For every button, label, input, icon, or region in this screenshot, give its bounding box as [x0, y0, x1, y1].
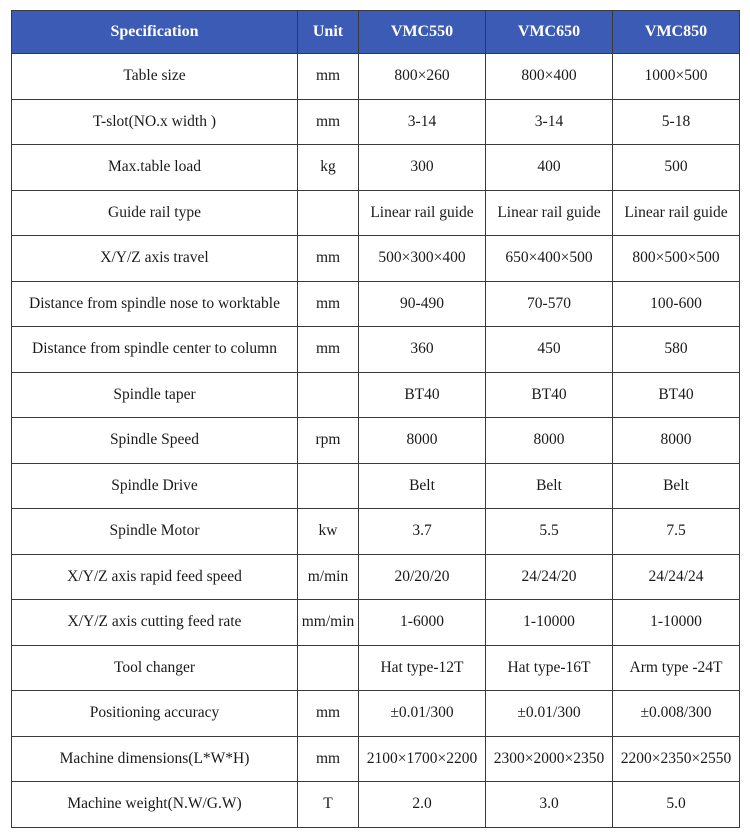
spec-cell: T-slot(NO.x width ) [12, 99, 298, 145]
value-cell-vmc550: ±0.01/300 [359, 691, 486, 737]
value-cell-vmc850: 5.0 [613, 782, 740, 828]
table-row [12, 463, 740, 509]
value-cell-vmc650: 5.5 [486, 509, 613, 555]
value-cell-vmc850: 500 [613, 145, 740, 191]
value-cell-vmc550: 1-6000 [359, 600, 486, 646]
value-cell-vmc550: 300 [359, 145, 486, 191]
value-cell-vmc550: 8000 [359, 418, 486, 464]
table-row [12, 600, 740, 646]
table-row [12, 782, 740, 828]
value-cell-vmc650: 450 [486, 327, 613, 373]
value-cell-vmc650: 800×400 [486, 54, 613, 100]
value-cell-vmc550: 360 [359, 327, 486, 373]
spec-cell: Distance from spindle center to column [12, 327, 298, 373]
value-cell-vmc550: BT40 [359, 372, 486, 418]
value-cell-vmc650: Hat type-16T [486, 645, 613, 691]
value-cell-vmc850: 8000 [613, 418, 740, 464]
value-cell-vmc650: Belt [486, 463, 613, 509]
value-cell-vmc650: 3.0 [486, 782, 613, 828]
spec-cell: X/Y/Z axis travel [12, 236, 298, 282]
value-cell-vmc650: 70-570 [486, 281, 613, 327]
value-cell-vmc550: 90-490 [359, 281, 486, 327]
header-model-vmc850: VMC850 [613, 11, 740, 54]
value-cell-vmc550: Belt [359, 463, 486, 509]
header-row [12, 11, 740, 54]
spec-cell: X/Y/Z axis rapid feed speed [12, 554, 298, 600]
table-row [12, 236, 740, 282]
unit-cell: mm [298, 327, 359, 373]
spec-cell: Positioning accuracy [12, 691, 298, 737]
spec-cell: Table size [12, 54, 298, 100]
unit-cell: mm [298, 236, 359, 282]
spec-cell: Machine weight(N.W/G.W) [12, 782, 298, 828]
spec-cell: X/Y/Z axis cutting feed rate [12, 600, 298, 646]
spec-cell: Max.table load [12, 145, 298, 191]
value-cell-vmc550: 2100×1700×2200 [359, 736, 486, 782]
value-cell-vmc650: 400 [486, 145, 613, 191]
header-specification: Specification [12, 11, 298, 54]
spec-cell: Spindle taper [12, 372, 298, 418]
spec-cell: Spindle Speed [12, 418, 298, 464]
value-cell-vmc550: 2.0 [359, 782, 486, 828]
unit-cell [298, 372, 359, 418]
value-cell-vmc850: Linear rail guide [613, 190, 740, 236]
table-row [12, 99, 740, 145]
table-row [12, 190, 740, 236]
unit-cell: m/min [298, 554, 359, 600]
value-cell-vmc650: 24/24/20 [486, 554, 613, 600]
header-model-vmc650: VMC650 [486, 11, 613, 54]
table-row [12, 418, 740, 464]
unit-cell: mm [298, 281, 359, 327]
value-cell-vmc850: 1000×500 [613, 54, 740, 100]
value-cell-vmc650: Linear rail guide [486, 190, 613, 236]
value-cell-vmc550: 500×300×400 [359, 236, 486, 282]
unit-cell: mm [298, 54, 359, 100]
unit-cell: mm [298, 736, 359, 782]
table-row [12, 145, 740, 191]
value-cell-vmc850: 7.5 [613, 509, 740, 555]
header-unit: Unit [298, 11, 359, 54]
unit-cell: kg [298, 145, 359, 191]
value-cell-vmc850: Belt [613, 463, 740, 509]
table-row [12, 281, 740, 327]
unit-cell [298, 463, 359, 509]
value-cell-vmc650: 8000 [486, 418, 613, 464]
value-cell-vmc850: ±0.008/300 [613, 691, 740, 737]
spec-cell: Spindle Drive [12, 463, 298, 509]
value-cell-vmc550: 20/20/20 [359, 554, 486, 600]
value-cell-vmc650: 2300×2000×2350 [486, 736, 613, 782]
value-cell-vmc550: 3.7 [359, 509, 486, 555]
value-cell-vmc850: 1-10000 [613, 600, 740, 646]
unit-cell: rpm [298, 418, 359, 464]
unit-cell: mm/min [298, 600, 359, 646]
table-row [12, 554, 740, 600]
value-cell-vmc850: 5-18 [613, 99, 740, 145]
spec-cell: Machine dimensions(L*W*H) [12, 736, 298, 782]
value-cell-vmc850: Arm type -24T [613, 645, 740, 691]
unit-cell: kw [298, 509, 359, 555]
value-cell-vmc650: ±0.01/300 [486, 691, 613, 737]
table-row [12, 736, 740, 782]
value-cell-vmc850: 24/24/24 [613, 554, 740, 600]
value-cell-vmc650: 3-14 [486, 99, 613, 145]
unit-cell [298, 645, 359, 691]
value-cell-vmc850: BT40 [613, 372, 740, 418]
value-cell-vmc550: Hat type-12T [359, 645, 486, 691]
value-cell-vmc550: 800×260 [359, 54, 486, 100]
value-cell-vmc550: 3-14 [359, 99, 486, 145]
value-cell-vmc550: Linear rail guide [359, 190, 486, 236]
value-cell-vmc650: 650×400×500 [486, 236, 613, 282]
unit-cell: T [298, 782, 359, 828]
table-body [12, 54, 740, 828]
value-cell-vmc650: 1-10000 [486, 600, 613, 646]
value-cell-vmc850: 800×500×500 [613, 236, 740, 282]
table-row [12, 327, 740, 373]
table-row [12, 691, 740, 737]
spec-cell: Tool changer [12, 645, 298, 691]
unit-cell: mm [298, 99, 359, 145]
table-row [12, 509, 740, 555]
spec-cell: Spindle Motor [12, 509, 298, 555]
value-cell-vmc850: 580 [613, 327, 740, 373]
spec-cell: Guide rail type [12, 190, 298, 236]
specification-table [11, 10, 740, 828]
spec-cell: Distance from spindle nose to worktable [12, 281, 298, 327]
unit-cell: mm [298, 691, 359, 737]
unit-cell [298, 190, 359, 236]
table-header [12, 11, 740, 54]
header-model-vmc550: VMC550 [359, 11, 486, 54]
value-cell-vmc850: 2200×2350×2550 [613, 736, 740, 782]
table-row [12, 645, 740, 691]
value-cell-vmc650: BT40 [486, 372, 613, 418]
table-row [12, 372, 740, 418]
value-cell-vmc850: 100-600 [613, 281, 740, 327]
table-row [12, 54, 740, 100]
